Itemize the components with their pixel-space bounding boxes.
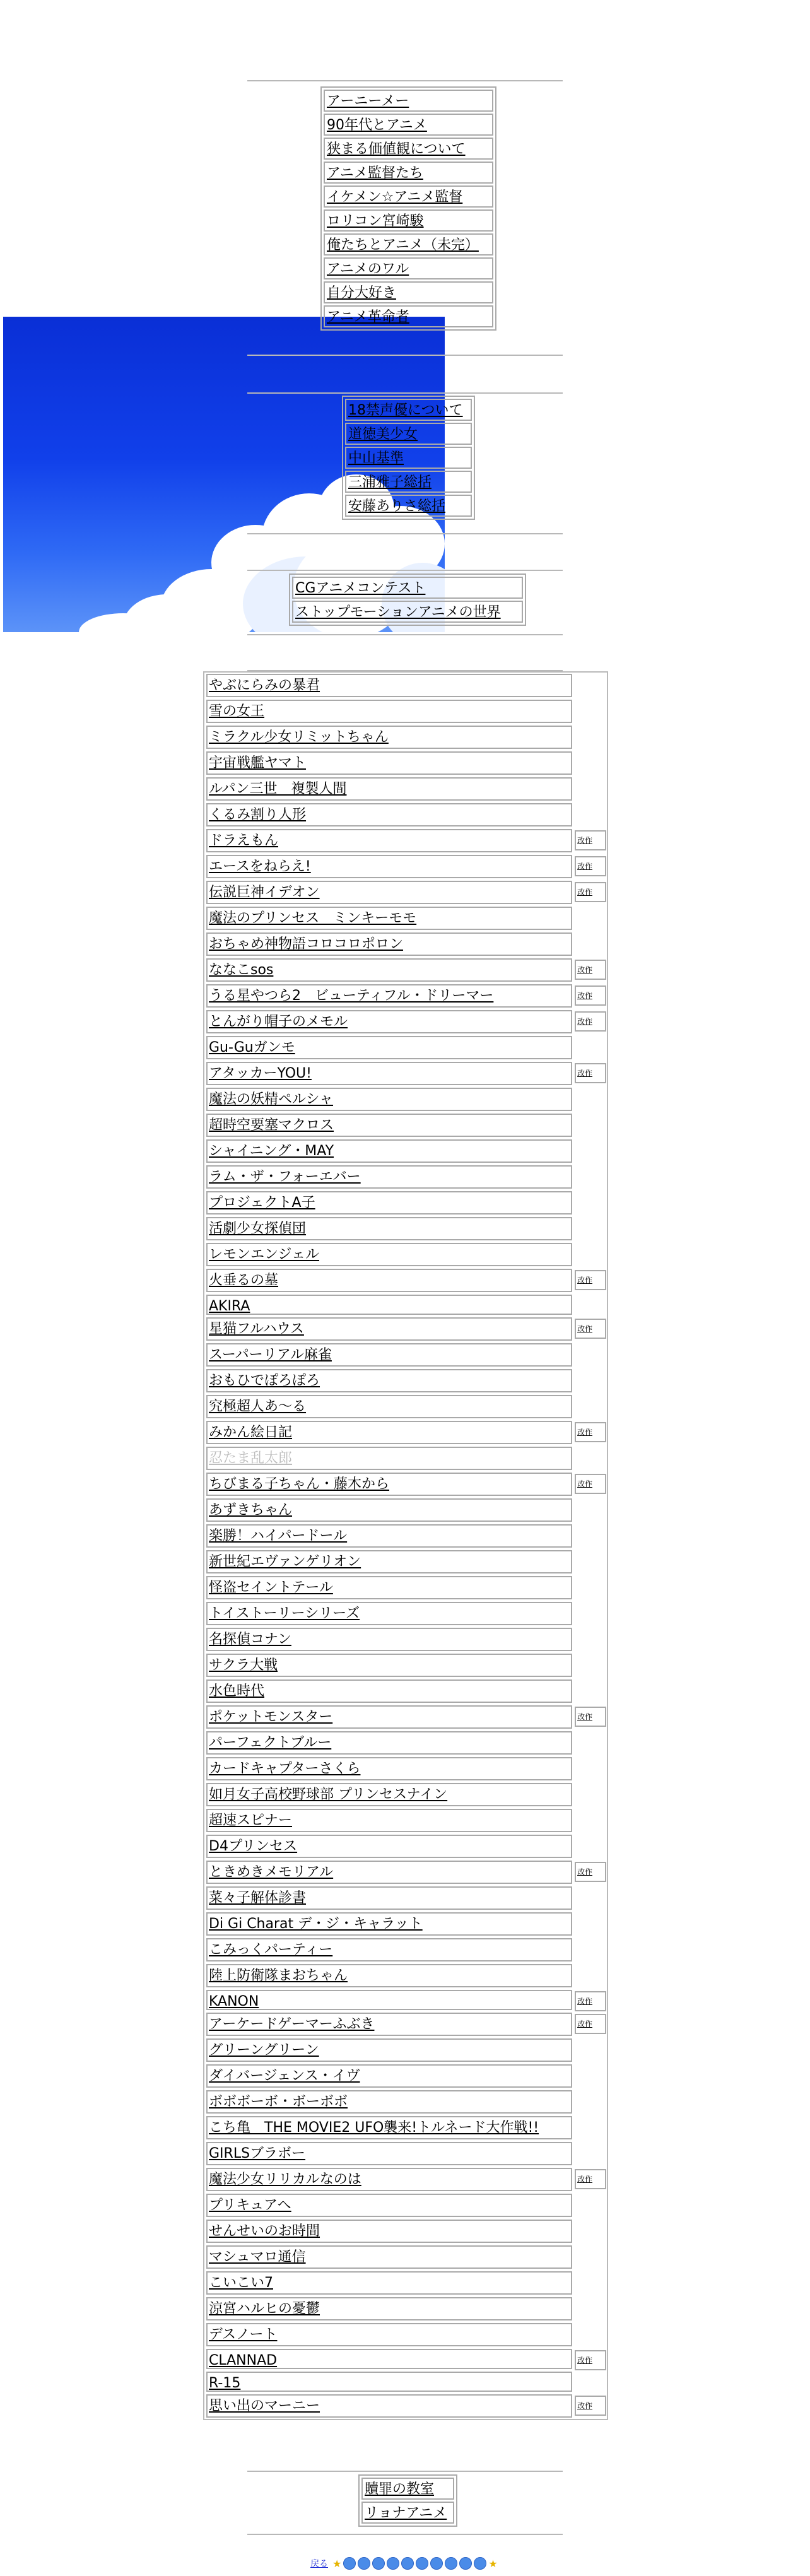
page-number-button[interactable]: [445, 2557, 457, 2570]
work-title-link[interactable]: 火垂るの墓: [206, 1269, 572, 1292]
table-row: [204, 802, 607, 828]
revision-link[interactable]: 改作: [575, 830, 606, 850]
work-title-link[interactable]: 新世紀エヴァンゲリオン: [206, 1550, 572, 1573]
table-row: [204, 2192, 607, 2218]
anime-menu-link-5[interactable]: ロリコン宮崎駿: [324, 209, 493, 232]
table-row: [204, 1216, 607, 1242]
work-title-link[interactable]: ボボボーボ・ボーボボ: [206, 2090, 572, 2114]
work-title-link[interactable]: ルパン三世 複製人間: [206, 777, 572, 801]
bottom-menu-link-0[interactable]: 贖罪の教室: [361, 2478, 454, 2500]
work-title-link[interactable]: プロジェクトA子: [206, 1191, 572, 1214]
page-number-button[interactable]: [343, 2557, 356, 2570]
work-title-link[interactable]: ミラクル少女リミットちゃん: [206, 726, 572, 749]
revision-link[interactable]: 改作: [575, 1474, 606, 1494]
table-row: [204, 1963, 607, 1989]
table-row: [204, 1730, 607, 1756]
work-title-link[interactable]: 超時空要塞マクロス: [206, 1114, 572, 1137]
revision-link[interactable]: 改作: [575, 1991, 606, 2011]
work-title-link[interactable]: エースをねらえ!: [206, 855, 572, 878]
table-row: [204, 1164, 607, 1190]
revision-link[interactable]: 改作: [575, 1707, 606, 1727]
work-title-link[interactable]: グリーングリーン: [206, 2038, 572, 2062]
page-number-button[interactable]: [416, 2557, 428, 2570]
table-row: [204, 1112, 607, 1138]
voice-actor-menu: [342, 396, 475, 520]
table-row: [204, 905, 607, 931]
table-row: [204, 2011, 607, 2037]
work-title-link[interactable]: カードキャプターさくら: [206, 1757, 572, 1780]
revision-link[interactable]: 改作: [575, 1063, 606, 1083]
table-row: [204, 2141, 607, 2167]
table-row: [204, 828, 607, 854]
work-title-link[interactable]: AKIRA: [206, 1295, 572, 1315]
work-title-link[interactable]: くるみ割り人形: [206, 803, 572, 826]
work-title-link[interactable]: KANON: [206, 1990, 572, 2010]
page-number-button[interactable]: [459, 2557, 472, 2570]
table-row: [204, 2370, 607, 2393]
work-title-link[interactable]: ポケットモンスター: [206, 1705, 572, 1729]
work-title-link[interactable]: やぶにらみの暴君: [206, 674, 572, 697]
page-number-button[interactable]: [372, 2557, 385, 2570]
anime-menu-link-9[interactable]: アニメ革命者: [324, 305, 493, 327]
table-row: [204, 1009, 607, 1035]
work-title-link[interactable]: ラム・ザ・フォーエバー: [206, 1165, 572, 1189]
revision-link[interactable]: 改作: [575, 856, 606, 876]
work-title-link[interactable]: 超速スピナー: [206, 1809, 572, 1832]
cg-menu-link-1[interactable]: ストップモーションアニメの世界: [292, 601, 523, 623]
anime-menu-link-8[interactable]: 自分大好き: [324, 281, 493, 303]
revision-link[interactable]: 改作: [575, 2014, 606, 2034]
bottom-menu-link-1[interactable]: リョナアニメ: [361, 2502, 454, 2524]
page-number-button[interactable]: [387, 2557, 399, 2570]
table-row: [204, 1086, 607, 1112]
page-number-button[interactable]: [358, 2557, 370, 2570]
work-title-link[interactable]: 究極超人あ～る: [206, 1395, 572, 1418]
revision-link[interactable]: 改作: [575, 960, 606, 980]
work-title-link[interactable]: 伝説巨神イデオン: [206, 881, 572, 904]
revision-link[interactable]: 改作: [575, 985, 606, 1006]
table-row: [204, 1911, 607, 1937]
anime-menu-link-6[interactable]: 俺たちとアニメ（未完）: [324, 233, 493, 256]
work-title-link[interactable]: R-15: [206, 2372, 572, 2392]
work-title-link[interactable]: シャイニング・MAY: [206, 1139, 572, 1163]
voice-menu-link-3[interactable]: 三浦雅子総括: [345, 471, 472, 493]
table-row: [204, 2167, 607, 2192]
work-title-link[interactable]: プリキュアへ: [206, 2194, 572, 2217]
anime-menu-link-3[interactable]: アニメ監督たち: [324, 162, 493, 184]
table-row: [204, 983, 607, 1009]
revision-link[interactable]: 改作: [575, 1422, 606, 1442]
work-title-link[interactable]: こみっくパーティー: [206, 1938, 572, 1961]
work-title-link[interactable]: 名探偵コナン: [206, 1628, 572, 1651]
revision-link[interactable]: 改作: [575, 2396, 606, 2416]
work-title-link[interactable]: 楽勝！ハイパードール: [206, 1524, 572, 1548]
work-title-link[interactable]: みかん絵日記: [206, 1421, 572, 1444]
cg-menu: [289, 573, 526, 626]
work-title-link[interactable]: あずきちゃん: [206, 1498, 572, 1522]
table-row: [204, 1420, 607, 1445]
table-row: [204, 750, 607, 776]
table-row: [204, 1061, 607, 1086]
work-title-link[interactable]: 星猫フルハウス: [206, 1317, 572, 1341]
table-row: [204, 776, 607, 802]
table-row: [204, 1497, 607, 1523]
table-row: [204, 1267, 607, 1293]
work-title-link[interactable]: 魔法のプリンセス ミンキーモモ: [206, 907, 572, 930]
table-row: [204, 673, 607, 698]
work-title-link[interactable]: とんがり帽子のメモル: [206, 1010, 572, 1033]
work-title-link[interactable]: こち亀 THE MOVIE2 UFO襲来!トルネード大作戦!!: [206, 2116, 572, 2139]
work-title-link[interactable]: ちびまる子ちゃん・藤木から: [206, 1473, 572, 1496]
page-number-button[interactable]: [430, 2557, 443, 2570]
work-title-link[interactable]: 怪盗セイントテール: [206, 1576, 572, 1599]
work-title-link[interactable]: 忍たま乱太郎: [206, 1447, 572, 1470]
work-title-link[interactable]: こいこい7: [206, 2271, 572, 2295]
divider: [247, 392, 563, 394]
work-title-link[interactable]: CLANNAD: [206, 2349, 572, 2369]
table-row: [204, 1242, 607, 1267]
anime-menu-link-7[interactable]: アニメのワル: [324, 257, 493, 279]
voice-menu-link-4[interactable]: 安藤ありさ総括: [345, 495, 472, 517]
revision-link[interactable]: 改作: [575, 1270, 606, 1290]
work-title-link[interactable]: 魔法少女リリカルなのは: [206, 2168, 572, 2191]
table-row: [204, 931, 607, 957]
revision-link[interactable]: 改作: [575, 1862, 606, 1882]
revision-link[interactable]: 改作: [575, 1011, 606, 1032]
anime-works-table: [203, 671, 608, 2420]
work-title-link[interactable]: おちゃめ神物語コロコロポロン: [206, 932, 572, 956]
table-row: [204, 854, 607, 879]
work-title-link[interactable]: 宇宙戦艦ヤマト: [206, 751, 572, 775]
table-row: [204, 2322, 607, 2348]
table-row: [204, 1368, 607, 1394]
revision-link[interactable]: 改作: [575, 1319, 606, 1339]
work-title-link[interactable]: アタッカーYOU!: [206, 1062, 572, 1085]
work-title-link[interactable]: 涼宮ハルヒの憂鬱: [206, 2297, 572, 2320]
work-title-link[interactable]: Di Gi Charat デ・ジ・キャラット: [206, 1912, 572, 1936]
anime-menu-link-2[interactable]: 狭まる価値観について: [324, 138, 493, 160]
table-row: [204, 1523, 607, 1549]
work-title-link[interactable]: アーケードゲーマーふぶき: [206, 2013, 572, 2036]
table-row: [204, 1316, 607, 1342]
work-title-link[interactable]: ダイバージェンス・イヴ: [206, 2064, 572, 2088]
table-row: [204, 2296, 607, 2322]
bottom-menu: [358, 2474, 457, 2527]
table-row: [204, 698, 607, 724]
table-row: [204, 1549, 607, 1575]
table-row: [204, 1035, 607, 1061]
table-row: [204, 1782, 607, 1808]
table-row: [204, 1626, 607, 1652]
table-row: [204, 1445, 607, 1471]
work-title-link[interactable]: 水色時代: [206, 1679, 572, 1703]
work-title-link[interactable]: ときめきメモリアル: [206, 1861, 572, 1884]
table-row: [204, 2218, 607, 2244]
table-row: [204, 1859, 607, 1885]
table-row: [204, 2393, 607, 2419]
table-row: [204, 1471, 607, 1497]
table-row: [204, 1575, 607, 1601]
table-row: [204, 1756, 607, 1782]
table-row: [204, 1138, 607, 1164]
work-title-link[interactable]: 雪の女王: [206, 700, 572, 723]
anime-menu-link-0[interactable]: アーニーメー: [324, 90, 493, 112]
table-row: [204, 2270, 607, 2296]
table-row: [204, 2115, 607, 2141]
table-row: [204, 1678, 607, 1704]
revision-link[interactable]: 改作: [575, 2350, 606, 2370]
table-row: [204, 1989, 607, 2011]
work-title-link[interactable]: 陸上防衛隊まおちゃん: [206, 1964, 572, 1987]
table-row: [204, 879, 607, 905]
table-row: [204, 1833, 607, 1859]
anime-menu-link-4[interactable]: イケメン☆アニメ監督: [324, 185, 493, 208]
work-title-link[interactable]: おもひでぽろぽろ: [206, 1369, 572, 1392]
work-title-link[interactable]: 菜々子解体診書: [206, 1886, 572, 1910]
table-row: [204, 724, 607, 750]
divider: [247, 355, 563, 356]
anime-menu: [320, 86, 496, 331]
voice-menu-link-2[interactable]: 中山基準: [345, 447, 472, 469]
work-title-link[interactable]: マシュマロ通信: [206, 2245, 572, 2269]
star-icon[interactable]: ★: [332, 2557, 342, 2570]
work-title-link[interactable]: パーフェクトブルー: [206, 1731, 572, 1755]
back-link[interactable]: 戻る: [310, 2559, 328, 2569]
table-row: [204, 1342, 607, 1368]
work-title-link[interactable]: スーパーリアル麻雀: [206, 1343, 572, 1367]
work-title-link[interactable]: サクラ大戦: [206, 1654, 572, 1677]
work-title-link[interactable]: D4プリンセス: [206, 1835, 572, 1858]
work-title-link[interactable]: ドラえもん: [206, 829, 572, 852]
table-row: [204, 1885, 607, 1911]
table-row: [204, 1190, 607, 1216]
work-title-link[interactable]: トイストーリーシリーズ: [206, 1602, 572, 1625]
divider: [247, 2534, 563, 2535]
table-row: [204, 1808, 607, 1833]
table-row: [204, 2348, 607, 2370]
table-row: [204, 1293, 607, 1316]
work-title-link[interactable]: 如月女子高校野球部 プリンセスナイン: [206, 1783, 572, 1806]
page-number-button[interactable]: [474, 2557, 486, 2570]
page-navigation: [310, 2556, 498, 2570]
work-title-link[interactable]: 魔法の妖精ペルシャ: [206, 1088, 572, 1111]
revision-link[interactable]: 改作: [575, 882, 606, 902]
work-title-link[interactable]: ななこsos: [206, 958, 572, 982]
work-title-link[interactable]: GIRLSブラボー: [206, 2142, 572, 2165]
revision-link[interactable]: 改作: [575, 2169, 606, 2189]
table-row: [204, 1704, 607, 1730]
star-icon[interactable]: ★: [488, 2557, 498, 2570]
cg-menu-link-0[interactable]: CGアニメコンテスト: [292, 577, 523, 599]
page-number-button[interactable]: [401, 2557, 414, 2570]
anime-menu-link-1[interactable]: 90年代とアニメ: [324, 114, 493, 136]
table-row: [204, 2244, 607, 2270]
divider: [247, 570, 563, 571]
work-title-link[interactable]: うる星やつら2 ビューティフル・ドリーマー: [206, 984, 572, 1008]
work-title-link[interactable]: 活劇少女探偵団: [206, 1217, 572, 1240]
table-row: [204, 2089, 607, 2115]
table-row: [204, 2063, 607, 2089]
divider: [247, 634, 563, 635]
table-row: [204, 2037, 607, 2063]
work-title-link[interactable]: レモンエンジェル: [206, 1243, 572, 1266]
table-row: [204, 1601, 607, 1626]
table-row: [204, 1937, 607, 1963]
divider: [247, 2471, 563, 2472]
divider: [247, 533, 563, 534]
table-row: [204, 1394, 607, 1420]
work-title-link[interactable]: Gu-Guガンモ: [206, 1036, 572, 1059]
divider: [247, 80, 563, 81]
work-title-link[interactable]: 思い出のマーニー: [206, 2394, 572, 2418]
table-row: [204, 1652, 607, 1678]
voice-menu-link-1[interactable]: 道徳美少女: [345, 423, 472, 445]
table-row: [204, 957, 607, 983]
work-title-link[interactable]: せんせいのお時間: [206, 2220, 572, 2243]
work-title-link[interactable]: デスノート: [206, 2323, 572, 2346]
voice-menu-link-0[interactable]: 18禁声優について: [345, 399, 472, 421]
